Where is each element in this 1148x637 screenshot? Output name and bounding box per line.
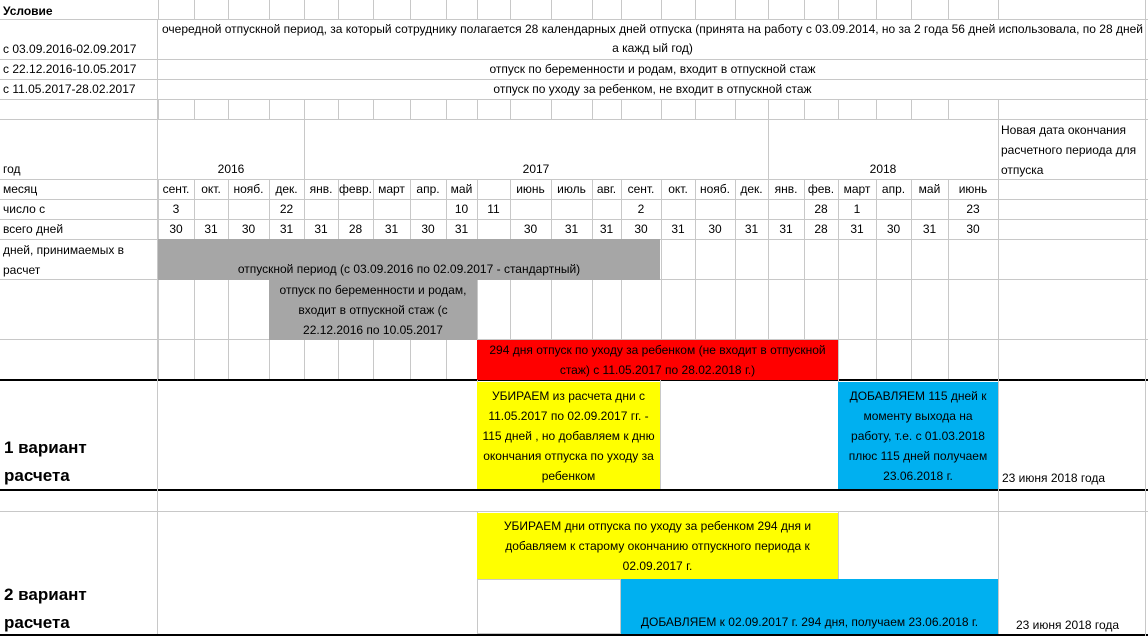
grid-vline [269, 0, 270, 19]
total-days-cell: 31 [564, 222, 579, 236]
grid-vline [621, 99, 622, 119]
day-from-cell: 23 [966, 202, 980, 216]
total-days-cell: 30 [708, 222, 722, 236]
total-days-cell: 31 [279, 222, 294, 236]
grid-vline [735, 0, 736, 19]
grid-vline [876, 99, 877, 119]
month-cell: окт. [668, 182, 688, 196]
total-days-cell: 31 [779, 222, 793, 236]
day-from-cell: 10 [454, 202, 469, 216]
variant1-result: 23 июня 2018 года [1002, 471, 1106, 485]
grid-vline [194, 99, 195, 119]
grid-vline [477, 0, 478, 19]
total-days-label: всего дней [3, 222, 64, 236]
month-cell: нояб. [233, 182, 264, 196]
grid-hline [0, 79, 1148, 80]
variant2-add-box: ДОБАВЛЯЕМ к 02.09.2017 г. 294 дня, получаем 23.06.2018 г. [621, 579, 998, 634]
grid-vline [410, 99, 411, 119]
grid-vline [228, 99, 229, 119]
grid-vline [1145, 0, 1146, 636]
grid-vline [228, 0, 229, 19]
month-cell: авг. [596, 182, 617, 196]
grid-hline [0, 511, 1148, 512]
grid-vline [948, 99, 949, 119]
total-days-cell: 31 [744, 222, 759, 236]
grid-vline [194, 0, 195, 19]
grid-hline [0, 179, 1148, 180]
grid-vline [621, 0, 622, 19]
grid-hline [0, 219, 1148, 220]
total-days-cell: 30 [966, 222, 980, 236]
month-cell: май [918, 182, 941, 196]
total-days-cell: 31 [599, 222, 614, 236]
month-cell: апр. [881, 182, 906, 196]
variant2-result: 23 июня 2018 года [1016, 618, 1120, 632]
grid-vline [695, 0, 696, 19]
grid-vline [998, 99, 999, 119]
grid-vline [804, 99, 805, 119]
condition-period-3: с 11.05.2017-28.02.2017 [3, 82, 136, 96]
day-from-cell: 28 [814, 202, 828, 216]
grid-vline [838, 0, 839, 19]
condition-text-3: отпуск по уходу за ребенком, не входит в отпускной стаж [493, 82, 812, 96]
day-from-cell: 1 [853, 202, 861, 216]
grid-hline [0, 119, 1148, 120]
grid-vline [510, 0, 511, 19]
grid-vline [338, 0, 339, 19]
day-from-cell: 11 [487, 202, 500, 216]
grid-vline [735, 99, 736, 119]
condition-period-1: с 03.09.2016-02.09.2017 [3, 42, 137, 56]
variant2-label-line2: расчета [4, 613, 70, 632]
condition-text-1: очередной отпускной период, за который сотруднику полагается 28 календарных дней отпуска (принята на работу с 03.09.2014, но за 2 года 56 дней использовала, по 28 дней а кажд ый год) [162, 22, 1143, 55]
month-cell: июнь [958, 182, 988, 196]
grid-vline [338, 99, 339, 119]
grid-vline [446, 0, 447, 19]
days-accepted-label: дней, принимаемых в расчет [3, 243, 125, 277]
variant2-empty-box [477, 579, 621, 634]
total-days-cell: 31 [850, 222, 864, 236]
total-days-cell: 30 [886, 222, 901, 236]
condition-period-2: с 22.12.2016-10.05.2017 [3, 62, 137, 76]
grid-vline [948, 0, 949, 19]
childcare-bar: 294 дня отпуск по уходу за ребенком (не входит в отпускной стаж) с 11.05.2017 по 28.02.2018 г.) [477, 340, 838, 380]
grid-vline [446, 99, 447, 119]
grid-hline [0, 99, 1148, 100]
total-days-cell: 30 [241, 222, 256, 236]
year-2018: 2018 [869, 162, 897, 176]
month-cell: янв. [309, 182, 333, 196]
day-from-cell: 3 [172, 202, 180, 216]
grid-hline [0, 59, 1148, 60]
variant2-remove-box: УБИРАЕМ дни отпуска по уходу за ребенком 294 дня и добавляем к старому окончанию отпускного периода к 02.09.2017 г. [477, 513, 838, 579]
grid-vline [838, 99, 839, 119]
month-cell: янв. [774, 182, 798, 196]
grid-vline [410, 0, 411, 19]
month-cell: фев. [807, 182, 835, 196]
grid-vline [551, 0, 552, 19]
grid-vline [592, 99, 593, 119]
maternity-bar: отпуск по беременности и родам, входит в отпускной стаж (с 22.12.2016 по 10.05.2017 [269, 280, 477, 340]
variant1-label-line2: расчета [4, 466, 70, 485]
grid-vline [998, 179, 999, 379]
total-days-cell: 28 [814, 222, 828, 236]
day-from-label: число с [3, 202, 46, 216]
condition-heading: Условие [3, 4, 53, 18]
variant1-remove-box: УБИРАЕМ из расчета дни с 11.05.2017 по 02.09.2017 гг. - 115 дней , но добавляем к дню окончания отпуска по уходу за ребенком [477, 382, 660, 489]
year-2016: 2016 [217, 162, 245, 176]
total-days-cell: 30 [169, 222, 183, 236]
grid-vline [998, 0, 999, 19]
month-cell: май [450, 182, 473, 196]
month-cell: дек. [275, 182, 298, 196]
grid-vline [876, 0, 877, 19]
total-days-cell: 31 [671, 222, 685, 236]
condition-text-2: отпуск по беременности и родам, входит в отпускной стаж [489, 62, 816, 76]
month-cell: июль [557, 182, 586, 196]
grid-hline [0, 199, 1148, 200]
total-days-cell: 31 [204, 222, 218, 236]
year-2017: 2017 [522, 162, 550, 176]
total-days-cell: 30 [634, 222, 648, 236]
month-cell: окт. [201, 182, 221, 196]
month-cell: февр. [339, 182, 372, 196]
total-days-cell: 31 [454, 222, 469, 236]
grid-vline [592, 0, 593, 19]
grid-vline [158, 99, 159, 119]
day-from-cell: 22 [279, 202, 294, 216]
month-cell: март [378, 182, 405, 196]
vacation-period-bar: отпускной период (с 03.09.2016 по 02.09.2017 - стандартный) [158, 239, 660, 280]
year-label: год [3, 162, 21, 176]
total-days-cell: 30 [523, 222, 538, 236]
month-cell: дек. [740, 182, 763, 196]
grid-vline [695, 99, 696, 119]
grid-vline [876, 179, 877, 379]
grid-vline [373, 0, 374, 19]
grid-vline [158, 0, 159, 19]
grid-vline [373, 99, 374, 119]
grid-vline [304, 99, 305, 119]
total-days-cell: 31 [922, 222, 937, 236]
grid-vline [768, 0, 769, 19]
total-days-cell: 31 [384, 222, 399, 236]
variant1-add-box: ДОБАВЛЯЕМ 115 дней к моменту выхода на работу, т.е. с 01.03.2018 плюс 115 дней получаем 23.06.2018 г. [838, 382, 998, 489]
variant2-label-line1: 2 вариант [4, 585, 87, 604]
grid-vline [768, 99, 769, 119]
grid-vline [911, 179, 912, 379]
month-cell: март [843, 182, 871, 196]
grid-vline [661, 0, 662, 19]
grid-vline [911, 99, 912, 119]
total-days-cell: 30 [421, 222, 435, 236]
month-cell: нояб. [699, 182, 730, 196]
grid-border-thick [0, 489, 1148, 491]
month-cell: сент. [627, 182, 655, 196]
grid-vline [661, 99, 662, 119]
month-cell: апр. [416, 182, 440, 196]
grid-vline [269, 99, 270, 119]
total-days-cell: 31 [314, 222, 328, 236]
grid-vline [804, 0, 805, 19]
day-from-cell: 2 [637, 202, 645, 216]
grid-vline [911, 0, 912, 19]
total-days-cell: 28 [348, 222, 363, 236]
variant1-label-line1: 1 вариант [4, 438, 87, 457]
month-label: месяц [3, 182, 38, 196]
month-cell: июнь [516, 182, 545, 196]
grid-vline [551, 99, 552, 119]
grid-vline [304, 0, 305, 19]
grid-vline [510, 99, 511, 119]
new-date-header: Новая дата окончания расчетного периода для отпуска [1001, 123, 1137, 177]
grid-vline [477, 99, 478, 119]
month-cell: сент. [162, 182, 190, 196]
grid-vline [660, 379, 661, 489]
